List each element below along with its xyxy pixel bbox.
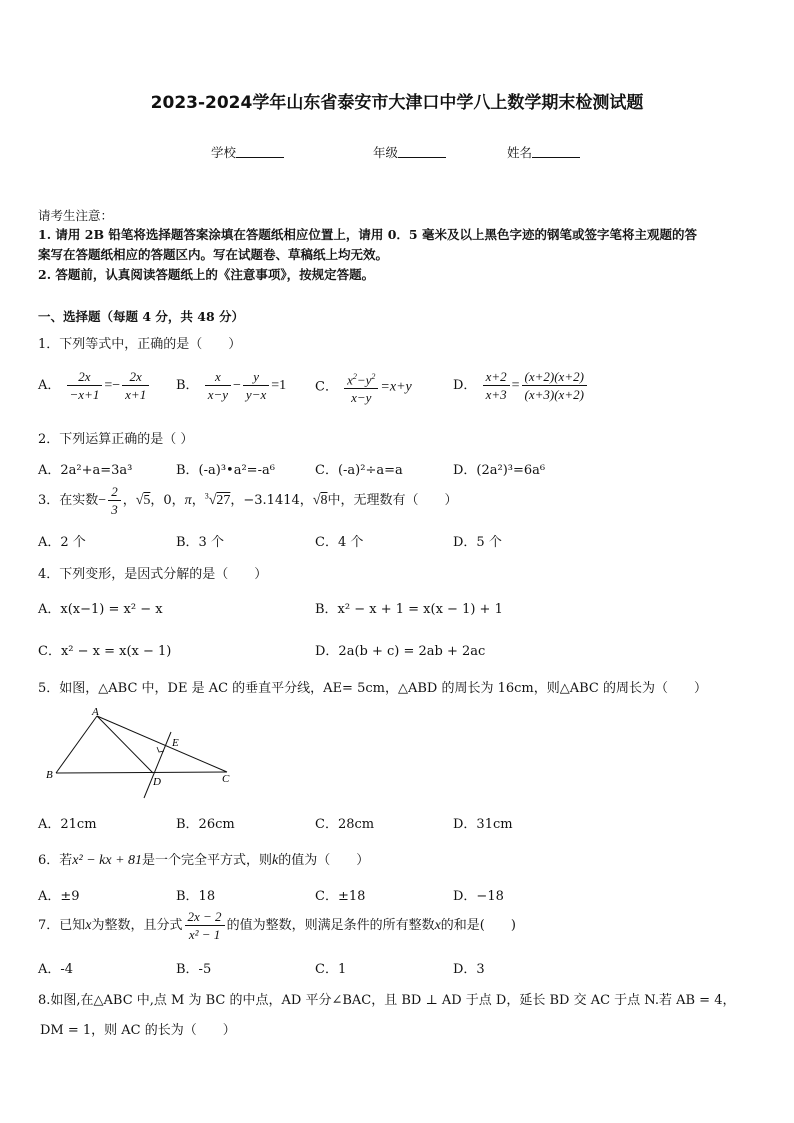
- q4-option-a[interactable]: A．x(x−1) = x² − x: [38, 602, 163, 617]
- q7-suffix: 的值为整数，则满足条件的所有整数: [226, 918, 435, 933]
- q6-k: k: [272, 853, 279, 868]
- q3-prefix: 3．在实数: [38, 493, 99, 508]
- notice-heading: 请考生注意：: [38, 208, 114, 223]
- q7-option-a[interactable]: A．-4: [38, 962, 74, 977]
- name-field[interactable]: [507, 143, 580, 161]
- q1-option-a[interactable]: A． $\frac{2x}{-x+1}$ =− $\frac{2x}{x+1}$: [38, 369, 151, 402]
- q7-numerator: 2x − 2: [185, 909, 225, 926]
- q3-option-a[interactable]: A．2 个: [38, 535, 86, 550]
- q6-suffix: 是一个完全平方式，则: [142, 853, 273, 868]
- q5-stem: 5．如图，△ABC 中，DE 是 AC 的垂直平分线，AE= 5cm，△ABD 的周长为 16cm，则△ABC 的周长为（ ）: [38, 681, 707, 696]
- q1-stem: 1．下列等式中，正确的是（ ）: [38, 337, 242, 352]
- q6-tail: 的值为（ ）: [278, 853, 370, 868]
- q3-option-c[interactable]: C．4 个: [315, 535, 364, 550]
- q3-option-d[interactable]: D．5 个: [453, 535, 502, 550]
- q3-suffix: 中，无理数有（ ）: [327, 493, 458, 508]
- option-label: D．: [453, 378, 477, 393]
- q2-option-d[interactable]: D．(2a²)³=6a⁶: [453, 463, 546, 478]
- q8-stem-line-1: 8.如图,在△ABC 中,点 M 为 BC 的中点，AD 平分∠BAC，且 BD ⊥ AD 于点 D，延长 BD 交 AC 于点 N.若 AB = 4，: [38, 993, 736, 1008]
- q6-option-d[interactable]: D．−18: [453, 889, 504, 904]
- q5-option-a[interactable]: A．21cm: [38, 817, 97, 832]
- q1-option-b[interactable]: B． $\frac{x}{x-y}$ − $\frac{y}{y-x}$ =1: [176, 369, 287, 402]
- q3-number: ，−3.1414，: [230, 493, 313, 508]
- q6-option-a[interactable]: A．±9: [38, 889, 80, 904]
- section-heading: 一、选择题（每题 4 分，共 48 分）: [38, 309, 245, 324]
- figure-label-c: C: [222, 773, 230, 785]
- figure-label-e: E: [172, 737, 179, 749]
- q3-stem: 3．在实数− $\frac{2}{3}$ ，√5，0，π，$^3$√27，−3.1414，√8中，无理数有（ ）: [38, 484, 458, 517]
- q7-option-d[interactable]: D．3: [453, 962, 485, 977]
- option-label: B．: [176, 378, 199, 393]
- school-label: 学校: [211, 145, 237, 160]
- q7-option-b[interactable]: B．-5: [176, 962, 212, 977]
- q6-option-c[interactable]: C．±18: [315, 889, 366, 904]
- q7-stem: [38, 909, 516, 942]
- q2-stem: 2．下列运算正确的是（ ）: [38, 432, 194, 447]
- notice-item-1-line-1: 1. 请用 2B 铅笔将选择题答案涂填在答题纸相应位置上，请用 0．5 毫米及以上黑色字迹的钢笔或签字笔将主观题的答: [38, 227, 697, 242]
- q7-option-c[interactable]: C．1: [315, 962, 347, 977]
- grade-field[interactable]: [373, 143, 446, 161]
- q7-x: x: [85, 918, 92, 933]
- q8-stem-line-2: DM = 1，则 AC 的长为（ ）: [40, 1023, 236, 1038]
- figure-label-a: A: [92, 706, 99, 718]
- page-title: 2023-2024学年山东省泰安市大津口中学八上数学期末检测试题: [150, 93, 644, 113]
- q2-option-c[interactable]: C．(-a)²÷a=a: [315, 463, 403, 478]
- figure-label-b: B: [46, 769, 53, 781]
- name-label: 姓名: [507, 145, 533, 160]
- q6-option-b[interactable]: B．18: [176, 889, 216, 904]
- grade-label: 年级: [373, 145, 399, 160]
- q2-option-a[interactable]: A．2a²+a=3a³: [38, 463, 133, 478]
- q5-triangle-figure: [40, 704, 240, 802]
- q6-expression: x² − kx + 81: [72, 853, 143, 868]
- q5-option-d[interactable]: D．31cm: [453, 817, 513, 832]
- q4-option-d[interactable]: D．2a(b + c) = 2ab + 2ac: [315, 644, 486, 659]
- q7-x-2: x: [434, 918, 441, 933]
- q7-prefix: 7．已知: [38, 918, 86, 933]
- q4-option-c[interactable]: C．x² − x = x(x − 1): [38, 644, 172, 659]
- q3-middle: ，0，: [150, 493, 185, 508]
- q2-option-b[interactable]: B．(-a)³•a²=-a⁶: [176, 463, 275, 478]
- notice-item-2: 2. 答题前，认真阅读答题纸上的《注意事项》，按规定答题。: [38, 267, 375, 282]
- q3-option-b[interactable]: B．3 个: [176, 535, 224, 550]
- option-label: A．: [38, 378, 61, 393]
- q1-option-c[interactable]: C． $\frac{x^2-y^2}{x-y}$ =x+y: [315, 369, 412, 405]
- q5-option-b[interactable]: B．26cm: [176, 817, 235, 832]
- q6-prefix: 6．若: [38, 853, 73, 868]
- notice-item-1-line-2: 案写在答题纸相应的答题区内。写在试题卷、草稿纸上均无效。: [38, 247, 389, 262]
- q7-tail: 的和是( ): [440, 918, 516, 933]
- q1-option-d[interactable]: D． $\frac{x+2}{x+3}$ = $\frac{(x+2)(x+2)}{(x+3)(x+2)}$: [453, 369, 589, 402]
- option-label: C．: [315, 379, 338, 395]
- q7-denominator: x² − 1: [188, 927, 221, 942]
- q4-stem: 4．下列变形，是因式分解的是（ ）: [38, 567, 268, 582]
- figure-label-d: D: [153, 776, 161, 788]
- q4-option-b[interactable]: B．x² − x + 1 = x(x − 1) + 1: [315, 602, 503, 617]
- q3-pi: π: [184, 493, 192, 508]
- school-field[interactable]: [211, 143, 284, 161]
- q6-stem: [38, 849, 369, 869]
- q7-middle: 为整数，且分式: [91, 918, 183, 933]
- q5-option-c[interactable]: C．28cm: [315, 817, 375, 832]
